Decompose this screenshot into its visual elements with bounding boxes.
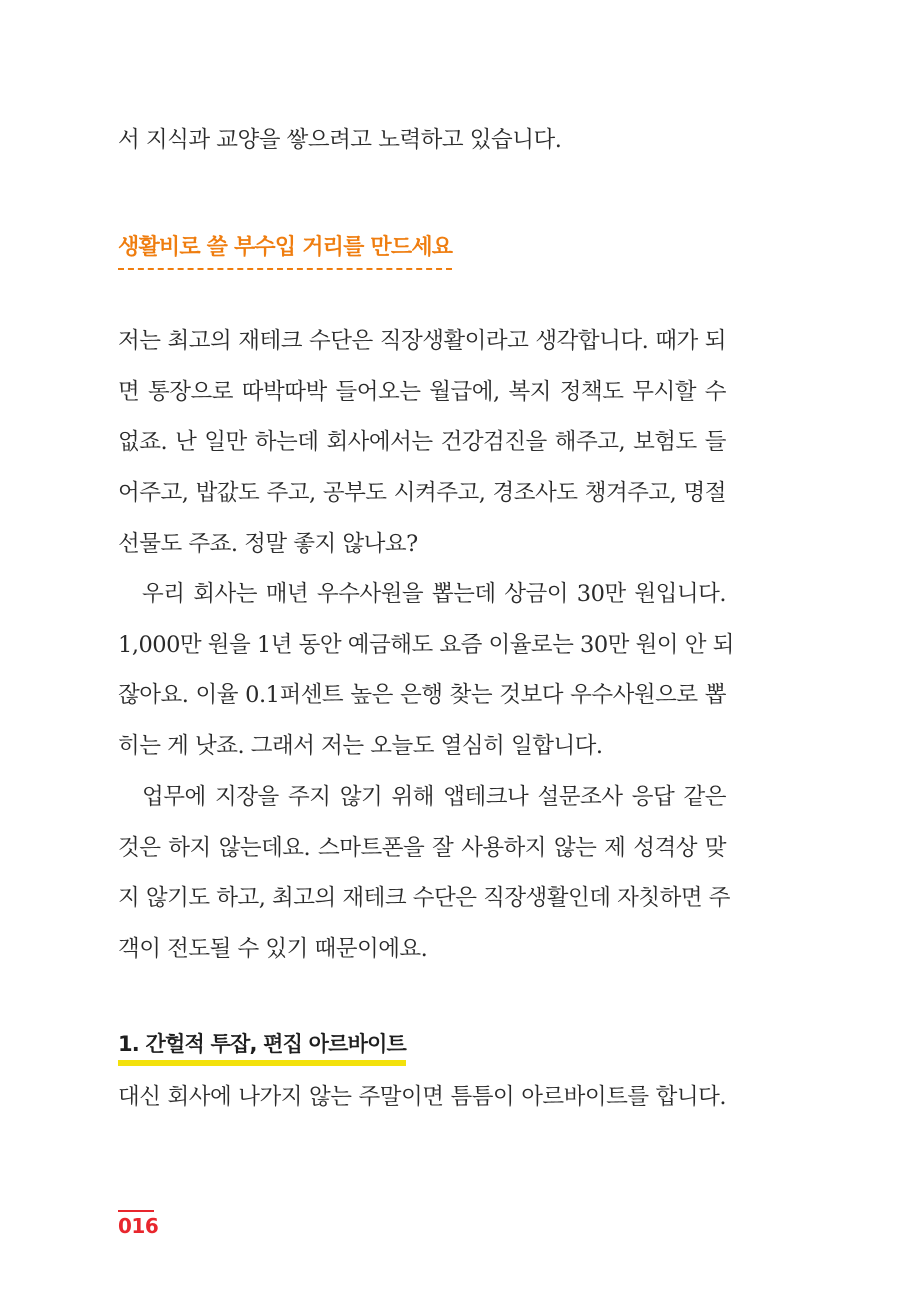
text-line: 것은 하지 않는데요. 스마트폰을 잘 사용하지 않는 제 성격상 맞 [118, 834, 726, 861]
text-line: 1,000만 원을 1년 동안 예금해도 요즘 이율로는 30만 원이 안 되 [118, 631, 734, 658]
text-line: 업무에 지장을 주지 않기 위해 앱테크나 설문조사 응답 같은 [142, 784, 726, 810]
text-line: 어주고, 밥값도 주고, 공부도 시켜주고, 경조사도 챙겨주고, 명절 [118, 480, 726, 507]
text-line: 선물도 주죠. 정말 좋지 않나요? [118, 530, 418, 557]
intro-text [118, 115, 726, 166]
paragraph-1 [118, 316, 726, 569]
page-number: 016 [118, 1214, 159, 1238]
paragraph-2 [118, 569, 734, 772]
text-line: 면 통장으로 따박따박 들어오는 월급에, 복지 정책도 무시할 수 [118, 378, 726, 405]
text-line: 객이 전도될 수 있기 때문이에요. [118, 936, 428, 963]
paragraph-3 [118, 772, 730, 975]
sub-heading: 1. 간헐적 투잡, 편집 아르바이트 [118, 1028, 406, 1066]
text-line: 지 않기도 하고, 최고의 재테크 수단은 직장생활인데 자칫하면 주 [118, 885, 730, 912]
text-line: 서 지식과 교양을 쌓으려고 노력하고 있습니다. [118, 127, 562, 153]
text-line: 히는 게 낫죠. 그래서 저는 오늘도 열심히 일합니다. [118, 733, 603, 760]
text-line: 대신 회사에 나가지 않는 주말이면 틈틈이 아르바이트를 합니다. [118, 1084, 726, 1110]
page-number-rule [118, 1210, 154, 1212]
paragraph-4 [118, 1072, 726, 1123]
text-line: 우리 회사는 매년 우수사원을 뽑는데 상금이 30만 원입니다. [142, 581, 726, 607]
section-heading: 생활비로 쓸 부수입 거리를 만드세요 [118, 230, 452, 270]
text-line: 잖아요. 이율 0.1퍼센트 높은 은행 찾는 것보다 우수사원으로 뽑 [118, 682, 726, 709]
text-line: 없죠. 난 일만 하는데 회사에서는 건강검진을 해주고, 보험도 들 [118, 429, 726, 456]
text-line: 저는 최고의 재테크 수단은 직장생활이라고 생각합니다. 때가 되 [118, 328, 726, 354]
